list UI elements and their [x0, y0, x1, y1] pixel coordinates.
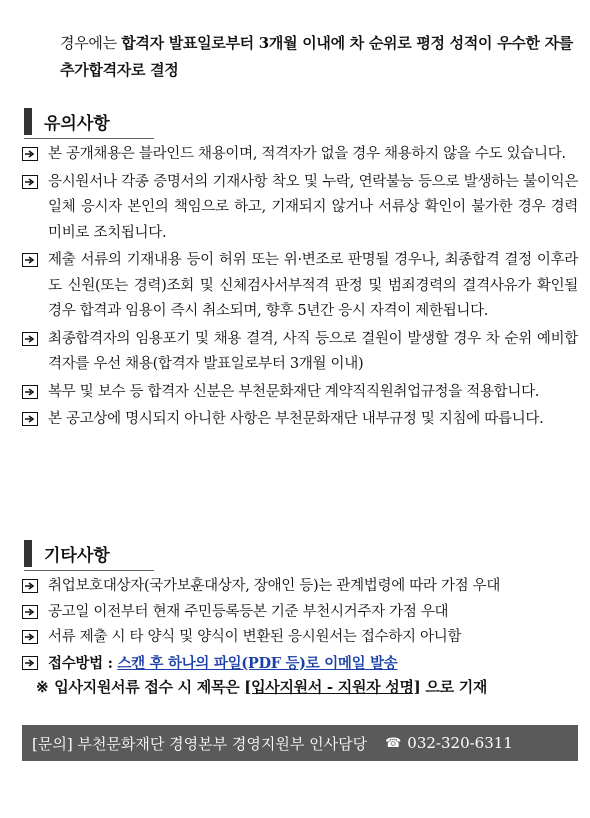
list-item	[22, 407, 578, 433]
arrow-box-icon	[22, 253, 38, 267]
submission-method: 스캔 후 하나의 파일(PDF 등)로 이메일 발송	[117, 654, 398, 672]
list-item-text: 본 공개채용은 블라인드 채용이며, 적격자가 없을 경우 채용하지 않을 수도 있습니다.	[48, 146, 566, 162]
arrow-box-icon	[22, 147, 38, 161]
note-title-format: [입사지원서 - 지원자 성명]	[244, 678, 421, 696]
section-bar	[24, 108, 32, 135]
notes-section-title: 유의사항	[44, 114, 110, 134]
list-item	[22, 574, 578, 600]
list-item	[22, 170, 578, 247]
intro-prefix: 경우에는	[60, 34, 122, 52]
list-item-text: 서류 제출 시 타 양식 및 양식이 변환된 응시원서는 접수하지 아니함	[48, 629, 462, 645]
list-item-text: 취업보호대상자(국가보훈대상자, 장애인 등)는 관계법령에 따라 가점 우대	[48, 578, 501, 594]
section-bar	[24, 540, 32, 567]
submission-label: 접수방법	[48, 654, 103, 672]
arrow-box-icon	[22, 175, 38, 189]
intro-bold-text: 합격자 발표일로부터 3개월 이내에 차 순위로 평정 성적이 우수한 자를 추가합격자로 결정	[60, 34, 573, 79]
list-item-text: 본 공고상에 명시되지 아니한 사항은 부천문화재단 내부규정 및 지침에 따릅니다.	[48, 411, 544, 427]
arrow-box-icon	[22, 630, 38, 644]
list-item-text: 공고일 이전부터 현재 주민등록등본 기준 부천시거주자 가점 우대	[48, 603, 449, 620]
submission-title-note	[36, 676, 487, 697]
list-item-text: 제출 서류의 기재내용 등이 허위 또는 위·변조로 판명될 경우나, 최종합격 결정 이후라도 신원(또는 경력)조회 및 신체검사서부적격 판정 및 범죄경력의 결격사유가 확인될 경우 합격과 임용이 즉시 취소되며, 향후 5년간 응시 자격이 제한됩니다.	[48, 252, 578, 319]
note-suffix: 으로 기재	[420, 678, 488, 696]
list-item-text: 최종합격자의 임용포기 및 채용 결격, 사직 등으로 결원이 발생할 경우 차 순위 예비합격자를 우선 채용(합격자 발표일로부터 3개월 이내)	[48, 330, 578, 372]
notes-list	[22, 142, 578, 435]
arrow-box-icon	[22, 656, 38, 670]
list-item	[22, 327, 578, 378]
reference-mark: ※	[36, 678, 49, 696]
list-item-text: 복무 및 보수 등 합격자 신분은 부천문화재단 계약직직원취업규정을 적용합니다.	[48, 383, 540, 400]
submission-separator: :	[102, 654, 118, 672]
arrow-box-icon	[22, 385, 38, 399]
other-section-title: 기타사항	[44, 546, 110, 566]
arrow-box-icon	[22, 579, 38, 593]
intro-paragraph	[60, 30, 580, 84]
contact-phone: 032-320-6311	[407, 734, 513, 752]
note-prefix: 입사지원서류 접수 시 제목은	[54, 678, 245, 696]
arrow-box-icon	[22, 605, 38, 619]
notes-section-header	[24, 108, 110, 135]
contact-text: [문의] 부천문화재단 경영본부 경영지원부 인사담당	[32, 734, 368, 753]
list-item	[22, 248, 578, 325]
contact-footer	[22, 725, 578, 761]
other-section-header	[24, 540, 110, 567]
list-item	[22, 380, 578, 406]
list-item-text: 응시원서나 각종 증명서의 기재사항 착오 및 누락, 연락불능 등으로 발생하는 불이익은 일체 응시자 본인의 책임으로 하고, 기재되지 않거나 서류상 확인이 불가한 경우 경력미비로 조치됩니다.	[48, 173, 578, 241]
telephone-icon: ☎	[385, 735, 402, 751]
arrow-box-icon	[22, 332, 38, 346]
section-underline	[24, 138, 154, 139]
list-item	[22, 625, 578, 651]
arrow-box-icon	[22, 412, 38, 426]
list-item	[22, 142, 578, 168]
section-underline	[24, 570, 154, 571]
list-item	[22, 600, 578, 626]
other-list	[22, 574, 578, 677]
list-item	[22, 651, 578, 678]
